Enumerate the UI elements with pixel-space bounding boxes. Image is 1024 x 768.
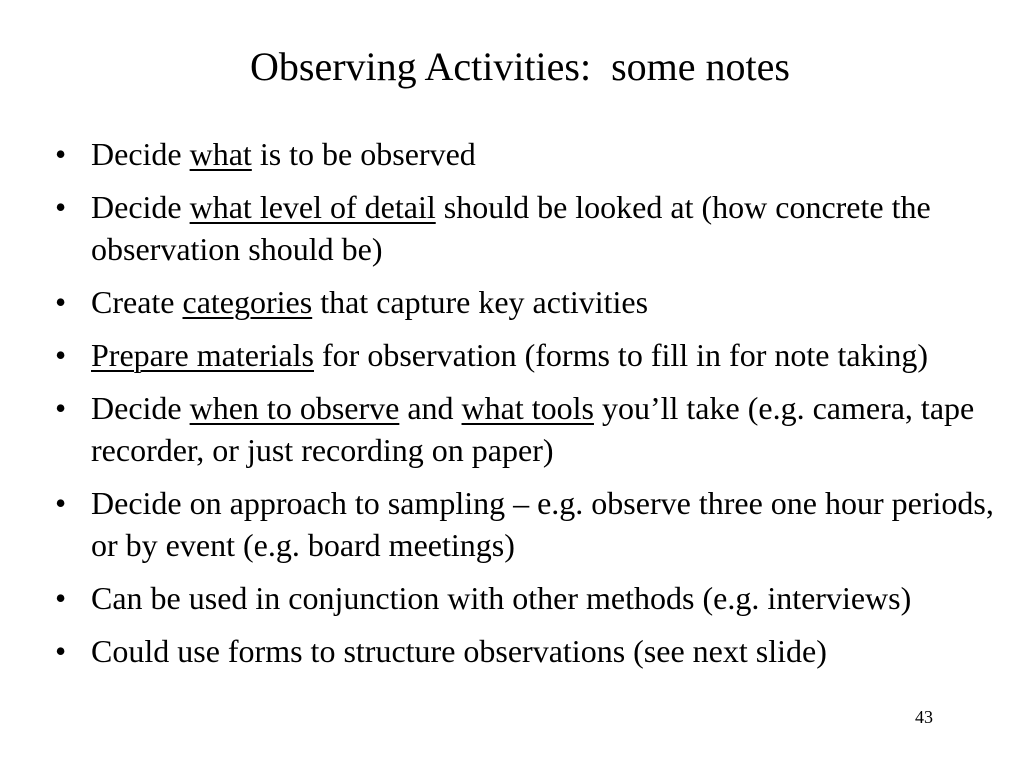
page-number: 43 [915,707,933,727]
bullet-2-underlined-level-of-detail: what level of detail [189,189,436,225]
bullet-5-underlined-when-to-observe: when to observe [189,390,400,426]
bullet-icon: • [55,284,67,320]
bullet-1-text-1: Decide [91,136,190,172]
bullet-7-text-1: Can be used in conjunction with other methods (e.g. interviews) [91,580,912,616]
bullet-icon: • [55,136,67,172]
bullet-icon: • [55,633,67,669]
bullet-3-text-2: that capture key activities [312,284,649,320]
slide-title: Observing Activities: some notes [250,44,790,89]
bullet-icon: • [55,189,67,225]
bullet-item-3 [0,281,1024,323]
bullet-item-5 [0,387,1024,471]
bullet-8-text-1: Could use forms to structure observations (see next slide) [91,633,827,669]
bullet-item-6 [0,482,1024,566]
bullet-4-underlined-prepare-materials: Prepare materials [91,337,314,373]
bullet-item-4 [0,334,1024,376]
bullet-5-underlined-what-tools: what tools [461,390,594,426]
bullet-6-text-1: Decide on approach to sampling – e.g. observe three one hour periods, or by event (e.g. board meetings) [91,485,994,563]
bullet-list [0,133,1024,683]
bullet-5-text-2: and [399,390,462,426]
bullet-2-text-2: should be looked at (how concrete the observation should be) [91,189,931,267]
bullet-5-text-1: Decide [91,390,190,426]
bullet-1-text-2: is to be observed [251,136,476,172]
bullet-item-8 [0,630,1024,672]
bullet-icon: • [55,390,67,426]
bullet-icon: • [55,580,67,616]
bullet-2-text-1: Decide [91,189,190,225]
bullet-item-1 [0,133,1024,175]
bullet-4-text-2: for observation (forms to fill in for note taking) [314,337,929,373]
bullet-icon: • [55,337,67,373]
bullet-icon: • [55,485,67,521]
bullet-item-7 [0,577,1024,619]
bullet-5-text-3: you’ll take (e.g. camera, tape recorder, or just recording on paper) [91,390,975,468]
bullet-3-text-1: Create [91,284,183,320]
bullet-1-underlined-what: what [189,136,252,172]
bullet-3-underlined-categories: categories [182,284,313,320]
bullet-item-2 [0,186,1024,270]
